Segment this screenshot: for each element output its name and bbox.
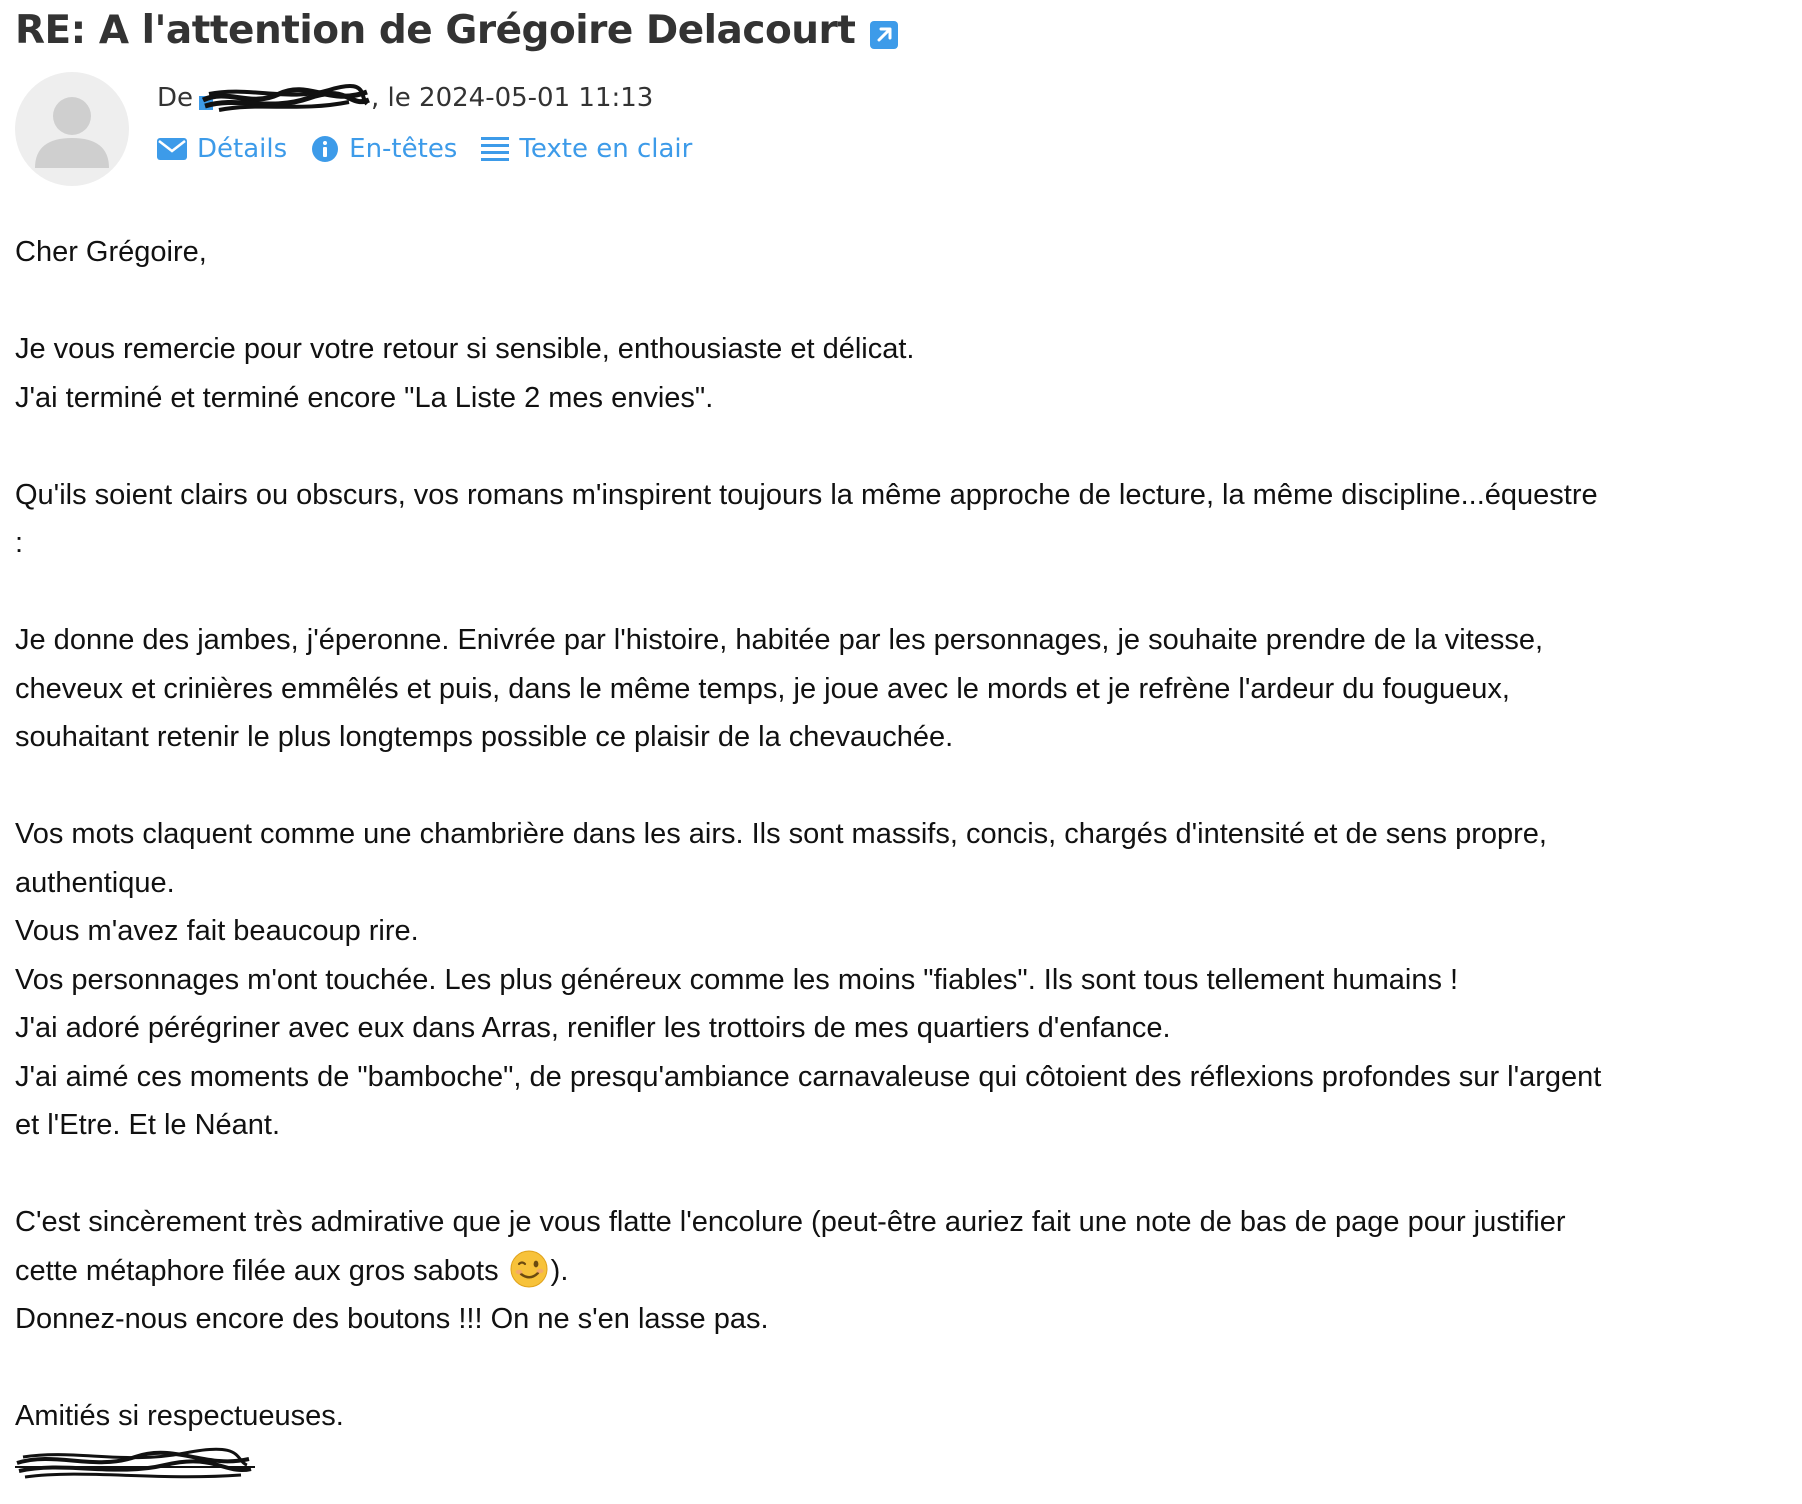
details-label: Détails — [197, 134, 288, 164]
body-line: C'est sincèrement très admirative que je vous flatte l'encolure (peut-être auriez fait une note de bas de page pour justifier — [15, 1206, 1566, 1238]
info-icon — [311, 135, 339, 163]
greeting-line: Cher Grégoire, — [15, 236, 207, 268]
body-text-segment: ). — [550, 1254, 569, 1287]
details-link[interactable] — [157, 134, 287, 164]
body-line: J'ai terminé et terminé encore "La Liste 2 mes envies". — [15, 381, 714, 414]
signature-redacted — [15, 1441, 255, 1489]
email-date: , le 2024-05-01 11:13 — [371, 83, 654, 113]
body-line: Je donne des jambes, j'éperonne. Enivrée par l'histoire, habitée par les personnages, je souhaite prendre de la vitesse, — [15, 624, 1544, 656]
plain-text-label: Texte en clair — [519, 134, 693, 164]
headers-label: En-têtes — [349, 134, 458, 164]
wink-emoji-icon — [509, 1249, 549, 1289]
paragraph-2 — [15, 471, 1790, 568]
sender-name-redacted[interactable] — [199, 82, 371, 114]
body-line: Qu'ils soient clairs ou obscurs, vos romans m'inspirent toujours la même approche de lecture, la même discipline...équestre — [15, 478, 1598, 511]
greeting-paragraph — [15, 228, 1790, 277]
body-line: souhaitant retenir le plus longtemps possible ce plaisir de la chevauchée. — [15, 721, 954, 753]
from-label: De — [157, 83, 194, 113]
body-line: Donnez-nous encore des boutons !!! On ne s'en lasse pas. — [15, 1303, 769, 1335]
body-line: Vous m'avez fait beaucoup rire. — [15, 915, 419, 947]
body-line: authentique. — [15, 866, 175, 899]
body-line: Je vous remercie pour votre retour si sensible, enthousiaste et délicat. — [15, 333, 915, 365]
paragraph-4 — [15, 810, 1790, 1150]
plain-text-link[interactable] — [481, 134, 692, 164]
body-line: Vos mots claquent comme une chambrière dans les airs. Ils sont massifs, concis, chargés d'intensité et de sens propre, — [15, 818, 1547, 850]
paragraph-1 — [15, 325, 1790, 422]
body-line-with-emoji — [15, 1247, 1790, 1296]
user-placeholder-icon — [15, 72, 129, 186]
closing-paragraph — [15, 1392, 1790, 1489]
body-line: : — [15, 527, 24, 559]
redaction-scribble — [199, 82, 371, 114]
envelope-icon — [157, 137, 187, 161]
paragraph-5 — [15, 1198, 1790, 1344]
subject-row — [15, 8, 899, 53]
sender-line — [157, 82, 653, 114]
header-actions — [157, 134, 716, 164]
body-text-segment: cette métaphore filée aux gros sabots — [15, 1254, 507, 1287]
closing-line: Amitiés si respectueuses. — [15, 1400, 344, 1432]
body-line: et l'Etre. Et le Néant. — [15, 1109, 281, 1141]
headers-link[interactable] — [311, 134, 457, 164]
body-line: J'ai adoré pérégriner avec eux dans Arras, renifler les trottoirs de mes quartiers d'enfance. — [15, 1012, 1171, 1044]
paragraph-3 — [15, 616, 1790, 762]
email-subject: RE: A l'attention de Grégoire Delacourt — [15, 8, 856, 53]
body-line: cheveux et crinières emmêlés et puis, dans le même temps, je joue avec le mords et je refrène l'ardeur du fougueux, — [15, 672, 1510, 705]
body-line: J'ai aimé ces moments de "bamboche", de presqu'ambiance carnavaleuse qui côtoient des réflexions profondes sur l'argent — [15, 1060, 1602, 1093]
avatar — [15, 72, 129, 186]
message-body — [15, 228, 1790, 1489]
redaction-scribble — [15, 1441, 255, 1489]
external-link-icon[interactable] — [869, 20, 899, 50]
body-line: Vos personnages m'ont touchée. Les plus généreux comme les moins "fiables". Ils sont tous tellement humains ! — [15, 963, 1459, 996]
list-icon — [481, 136, 509, 162]
